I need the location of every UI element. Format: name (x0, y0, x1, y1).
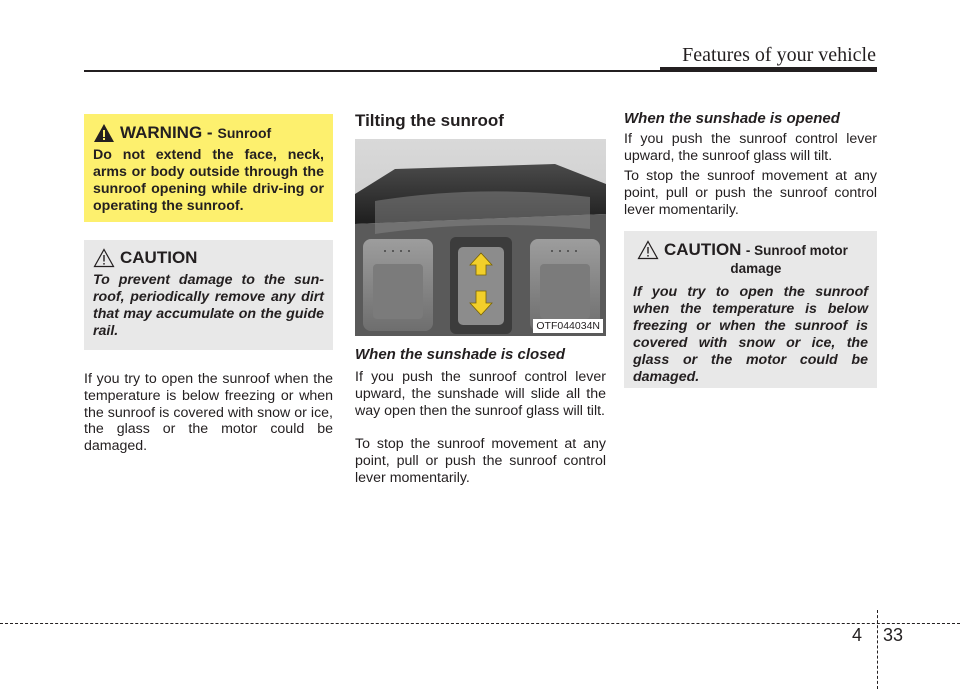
closed-paragraph-2: To stop the sunroof movement at any point, pull or push the sunroof control lever momentarily. (355, 436, 606, 486)
warning-label: WARNING - (120, 123, 213, 142)
subheading-sunshade-closed: When the sunshade is closed (355, 346, 566, 363)
caution-label: CAUTION (120, 248, 198, 267)
section-heading-tilting: Tilting the sunroof (355, 111, 504, 130)
opened-paragraph-2: To stop the sunroof movement at any point, pull or push the sunroof control lever momentarily. (624, 168, 877, 218)
warning-subject: Sunroof (217, 125, 272, 141)
caution-triangle-icon (637, 240, 659, 260)
footer-divider (877, 610, 878, 689)
header-rule-accent (660, 67, 877, 72)
freezing-paragraph: If you try to open the sunroof when the temperature is below freezing or when the sunroof is covered with snow or ice, the glass or the motor could be damaged. (84, 371, 333, 455)
opened-paragraph-1: If you push the sunroof control lever upward, the sunroof glass will tilt. (624, 131, 877, 164)
subheading-sunshade-opened: When the sunshade is opened (624, 110, 840, 127)
caution-heading (93, 248, 324, 268)
warning-triangle-icon (93, 123, 115, 143)
caution-text: To prevent damage to the sun-roof, periodically remove any dirt that may accumulate on the guide rail. (93, 272, 324, 339)
page-number: 33 (883, 625, 904, 645)
caution-motor-subject-1: - Sunroof motor (745, 243, 848, 258)
figure-label: OTF044034N (533, 319, 603, 333)
caution-motor-heading (633, 240, 868, 278)
closed-paragraph-1: If you push the sunroof control lever upward, the sunshade will slide all the way open then the sunroof glass will tilt. (355, 369, 606, 419)
warning-box (84, 114, 333, 222)
running-header: Features of your vehicle (682, 44, 876, 66)
footer-rule (0, 623, 960, 624)
sunroof-console-illustration (355, 139, 606, 336)
warning-heading (93, 123, 324, 143)
sunroof-control-figure (355, 139, 606, 336)
caution-box-sunroof-motor (624, 231, 877, 388)
caution-label: CAUTION (664, 240, 742, 259)
warning-text: Do not extend the face, neck, arms or body outside through the sunroof opening while driv-ing or operating the sunroof. (93, 147, 324, 214)
caution-motor-text: If you try to open the sunroof when the temperature is below freezing or when the sunroof is covered with snow or ice, the glass or the motor could be damaged. (633, 284, 868, 385)
chapter-number: 4 (852, 625, 863, 645)
caution-triangle-icon (93, 248, 115, 268)
caution-box-guide-rail (84, 240, 333, 350)
caution-motor-subject-2: damage (730, 261, 782, 276)
caution-motor-title (664, 240, 848, 278)
